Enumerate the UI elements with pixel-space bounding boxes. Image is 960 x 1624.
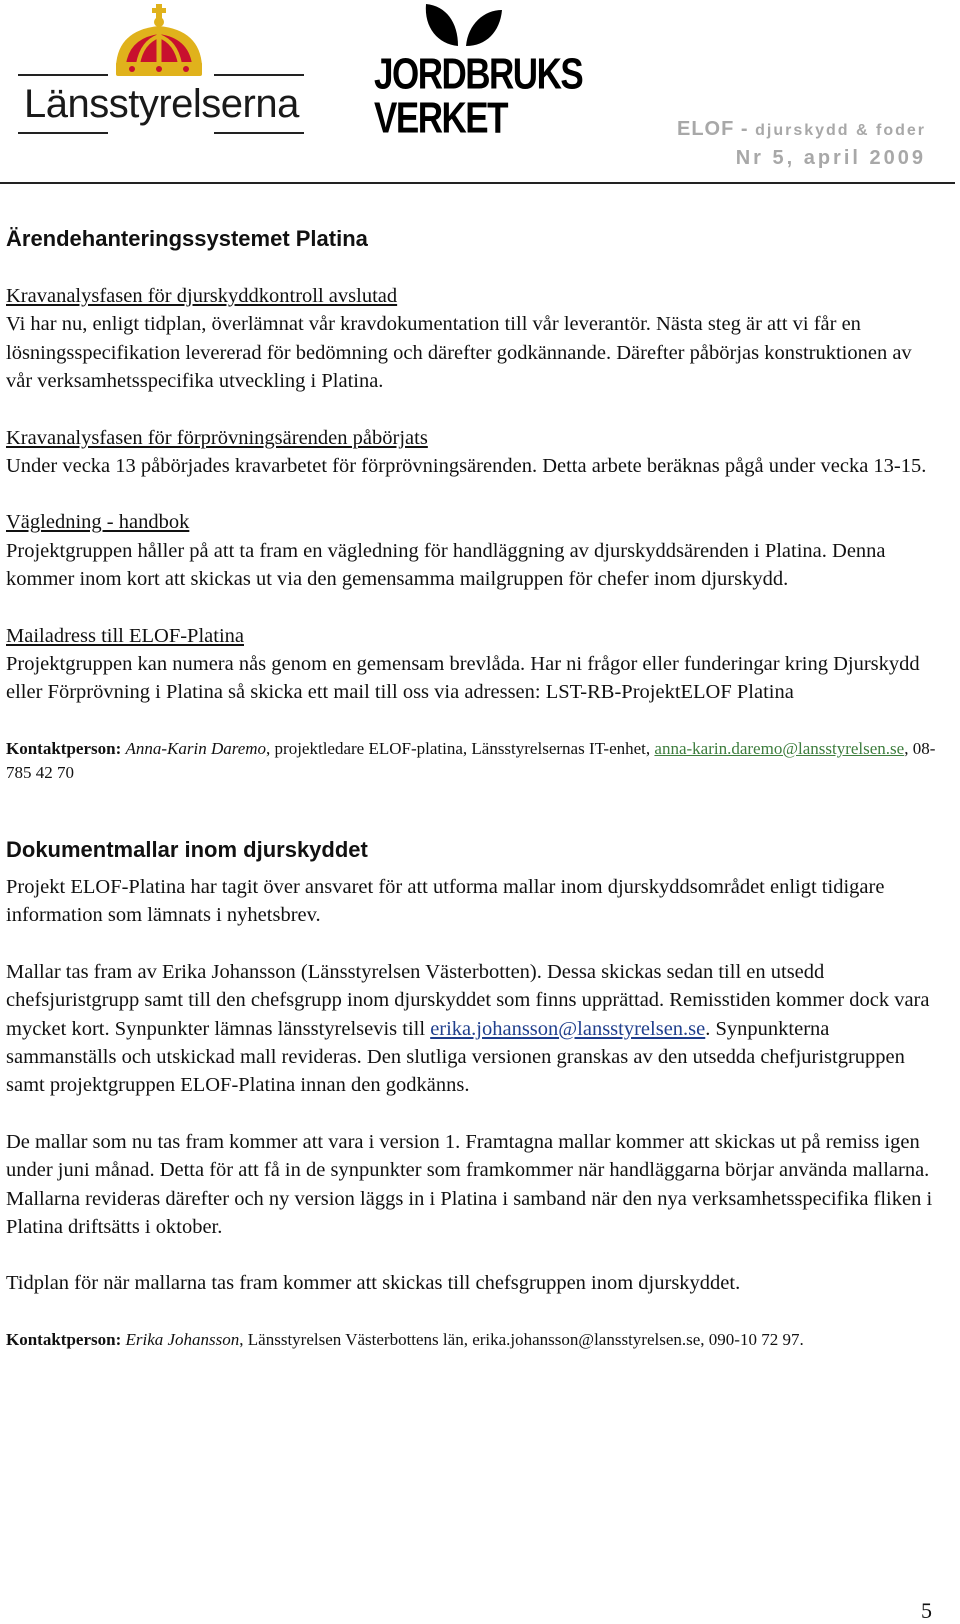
page-number: 5	[921, 1598, 932, 1623]
publication-header	[677, 118, 926, 170]
news-item-heading: Vägledning - handbok	[6, 511, 190, 534]
news-item	[6, 508, 936, 593]
issue-label: Nr 5, april 2009	[735, 147, 926, 169]
news-item-text: Under vecka 13 påbörjades kravarbetet för förprövningsärenden. Detta arbete beräknas pågå under vecka 13-15.	[6, 455, 927, 478]
contact-email-link[interactable]: anna-karin.daremo@lansstyrelsen.se	[654, 738, 905, 758]
contact-phone: , 08- 785 42 70	[6, 738, 936, 782]
section1-title: Ärendehanteringssystemet Platina	[6, 226, 368, 251]
contact-name: Anna-Karin Daremo	[125, 738, 267, 758]
lansstyrelserna-logo	[18, 2, 318, 142]
contact-person-1	[6, 737, 936, 785]
paragraph	[6, 958, 936, 1100]
contact-details: , Länsstyrelsen Västerbottens län, erika.johansson@lansstyrelsen.se, 090-10 72 97.	[239, 1329, 804, 1349]
logo-right-line2: VERKET	[374, 93, 507, 143]
paragraph: Projekt ELOF-Platina har tagit över ansvaret för att utforma mallar inom djurskyddsområdet enligt tidigare information som lämnats i nyhetsbrev.	[6, 875, 885, 927]
paragraph-text: Mallar tas fram av Erika Johansson (Länsstyrelsen Västerbotten). Dessa skickas sedan till en utsedd chefsjuristgrupp samt till den chefsgrupp inom djurskyddet som finns upprättad. Remisstiden kommer dock vara mycket kort. Synpunkter lämnas länsstyrelsevis till	[6, 960, 930, 1040]
news-item-heading: Kravanalysfasen för djurskyddkontroll avslutad	[6, 285, 398, 307]
news-item	[6, 622, 936, 707]
news-item-heading: Kravanalysfasen för förprövningsärenden påbörjats	[6, 426, 428, 449]
email-link[interactable]: erika.johansson@lansstyrelsen.se	[430, 1017, 706, 1040]
crown-icon	[18, 2, 318, 82]
news-item-text: Projektgruppen håller på att ta fram en vägledning för handläggning av djurskyddsärenden i Platina. Denna kommer inom kort att skickas ut via den gemensamma mailgruppen för chefer inom djurskydd.	[6, 539, 886, 591]
news-item	[6, 424, 936, 481]
contact-label: Kontaktperson:	[6, 1329, 122, 1349]
header-divider	[0, 182, 955, 184]
logo-right-line1: JORDBRUKS	[374, 49, 583, 99]
paragraph-text: . Synpunkterna sammanställs och utskickad mall revideras. Den slutliga versionen granskas av den utsedda chefjuristgruppen samt projektgruppen ELOF-Platina innan den godkänns.	[6, 1017, 905, 1097]
paragraph: De mallar som nu tas fram kommer att vara i version 1. Framtagna mallar kommer att skickas ut på remiss igen under juni månad. Detta för att få in de synpunkter som framkommer när handläggarna börjar använda mallarna. Mallarna revideras därefter och ny version läggs in i Platina i samband när den nya verksamhetsspecifika fliken i Platina driftsätts i oktober.	[6, 1130, 933, 1238]
contact-label: Kontaktperson:	[6, 738, 122, 758]
jordbruksverket-logo	[372, 0, 583, 143]
leaf-icon	[418, 0, 508, 52]
contact-role: , projektledare ELOF-platina, Länsstyrelsernas IT-enhet,	[266, 738, 655, 758]
news-item-text: Vi har nu, enligt tidplan, överlämnat vår kravdokumentation till vår leverantör. Nästa steg är att vi får en lösningsspecifikation levererad för bedömning och därefter godkännande. Därefter påbörjas konstruktionen av vår verksamhetsspecifika utveckling i Platina.	[6, 313, 912, 393]
news-item	[6, 282, 936, 396]
paragraph: Tidplan för när mallarna tas fram kommer att skickas till chefsgruppen inom djurskyddet.	[6, 1272, 741, 1295]
news-item-heading: Mailadress till ELOF-Platina	[6, 624, 244, 647]
contact-name: Erika Johansson	[125, 1329, 240, 1349]
contact-person-2	[6, 1328, 936, 1352]
publication-prefix: ELOF -	[676, 118, 749, 140]
main-content	[6, 226, 936, 1352]
section2-title: Dokumentmallar inom djurskyddet	[6, 836, 368, 862]
news-item-text: Projektgruppen kan numera nås genom en gemensam brevlåda. Har ni frågor eller funderingar kring Djurskydd eller Förprövning i Platina så skicka ett mail till oss via adressen: LST-RB-ProjektELOF Platina	[6, 653, 920, 704]
publication-subtitle: djurskydd & foder	[755, 122, 926, 139]
logo-left-text: Länsstyrelserna	[24, 82, 299, 126]
